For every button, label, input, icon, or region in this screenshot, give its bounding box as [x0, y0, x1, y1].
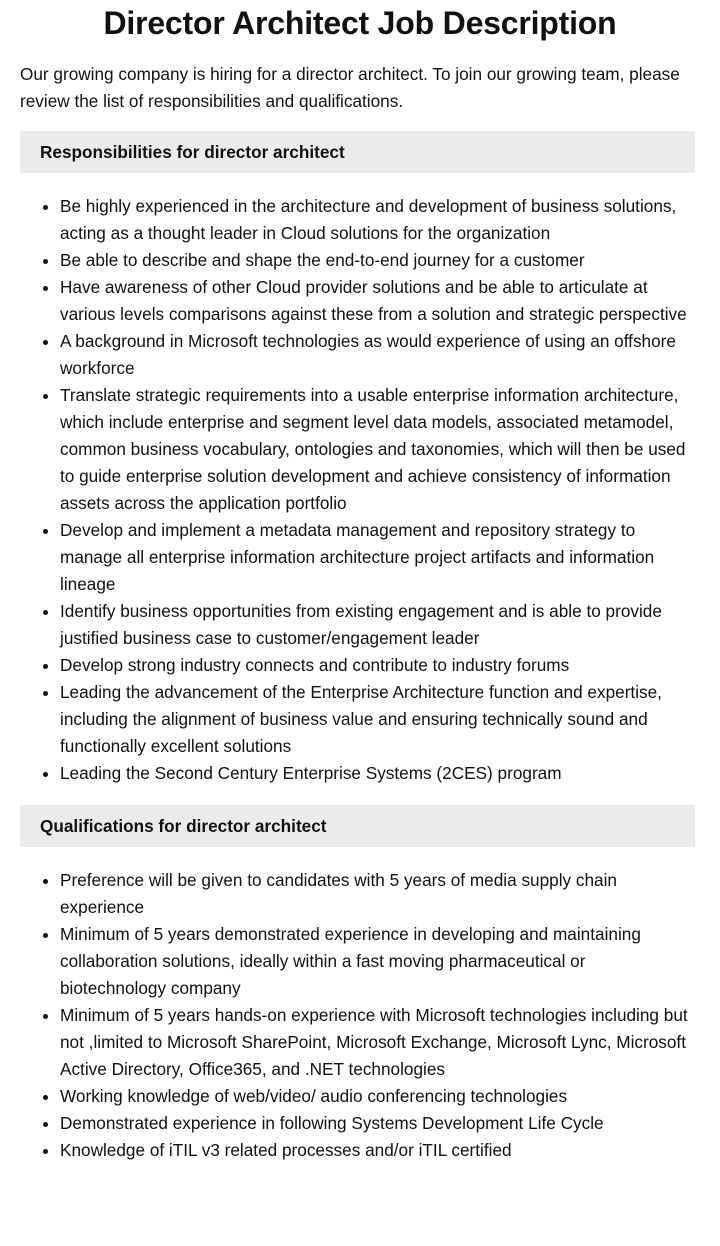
list-item: • Leading the Second Century Enterprise Systems (2CES) program — [60, 760, 695, 787]
qualifications-list — [20, 867, 695, 1164]
list-item: • Have awareness of other Cloud provider solutions and be able to articulate at various levels comparisons against these from a solution and strategic perspective — [60, 274, 695, 328]
qualifications-heading: Qualifications for director architect — [20, 805, 695, 847]
list-item: • Working knowledge of web/video/ audio conferencing technologies — [60, 1083, 695, 1110]
list-item: • Be able to describe and shape the end-to-end journey for a customer — [60, 247, 695, 274]
list-item: • Knowledge of iTIL v3 related processes and/or iTIL certified — [60, 1137, 695, 1164]
list-item: • Develop and implement a metadata management and repository strategy to manage all enterprise information architecture project artifacts and information lineage — [60, 517, 695, 598]
responsibilities-heading: Responsibilities for director architect — [20, 131, 695, 173]
list-item: • Minimum of 5 years demonstrated experience in developing and maintaining collaboration solutions, ideally within a fast moving pharmaceutical or biotechnology company — [60, 921, 695, 1002]
list-item: • Identify business opportunities from existing engagement and is able to provide justified business case to customer/engagement leader — [60, 598, 695, 652]
list-item: • Translate strategic requirements into a usable enterprise information architecture, which include enterprise and segment level data models, associated metamodel, common business vocabulary, ontologies and taxonomies, which will then be used to guide enterprise solution development and achieve consistency of information assets across the application portfolio — [60, 382, 695, 517]
list-item: • Leading the advancement of the Enterprise Architecture function and expertise, including the alignment of business value and ensuring technically sound and functionally excellent solutions — [60, 679, 695, 760]
list-item: • Be highly experienced in the architecture and development of business solutions, acting as a thought leader in Cloud solutions for the organization — [60, 193, 695, 247]
list-item: • Develop strong industry connects and contribute to industry forums — [60, 652, 695, 679]
page-title: Director Architect Job Description — [103, 5, 617, 41]
list-item: • Minimum of 5 years hands-on experience with Microsoft technologies including but not ,limited to Microsoft SharePoint, Microsoft Exchange, Microsoft Lync, Microsoft Active Directory, Office365, and .NET technologies — [60, 1002, 695, 1083]
list-item: • Demonstrated experience in following Systems Development Life Cycle — [60, 1110, 695, 1137]
list-item: • Preference will be given to candidates with 5 years of media supply chain experience — [60, 867, 695, 921]
intro-paragraph: Our growing company is hiring for a director architect. To join our growing team, please review the list of responsibilities and qualifications. — [20, 64, 680, 111]
responsibilities-list — [20, 193, 695, 787]
list-item: • A background in Microsoft technologies as would experience of using an offshore workforce — [60, 328, 695, 382]
